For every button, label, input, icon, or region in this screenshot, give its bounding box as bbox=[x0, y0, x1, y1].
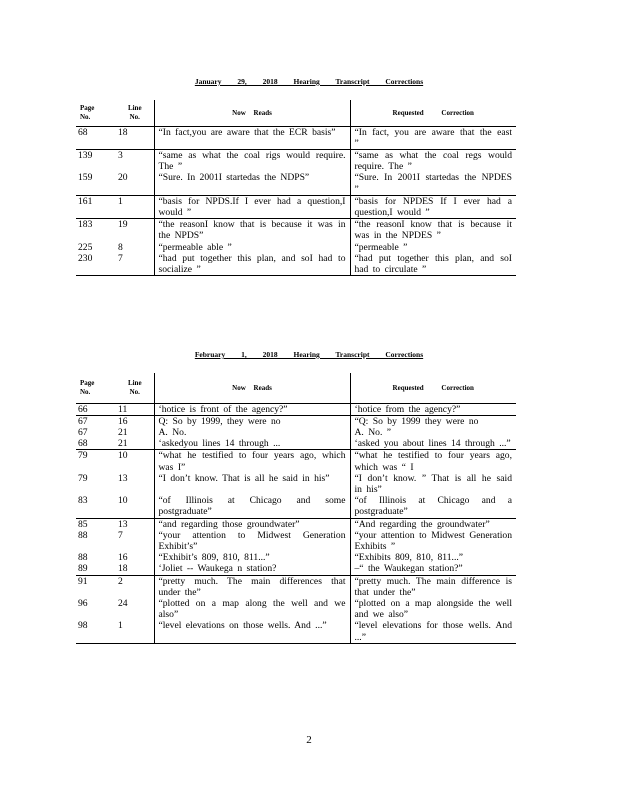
now-reads-cell: “and regarding those groundwater” bbox=[154, 518, 350, 530]
now-reads-cell: “what he testified to four years ago, which was I” bbox=[154, 450, 350, 473]
now-reads-cell: ‘hotice is front of the agency?” bbox=[154, 403, 350, 415]
table-row bbox=[76, 575, 516, 598]
page-no-cell: 79 bbox=[76, 450, 116, 473]
requested-correction-cell: “Exhibits 809, 810, 811...” bbox=[354, 552, 464, 564]
now-reads-cell: A. No. bbox=[154, 427, 350, 438]
page-no-cell: 230 bbox=[76, 253, 116, 276]
table-row bbox=[76, 518, 516, 530]
now-reads-header: Now Reads bbox=[154, 373, 350, 403]
line-no-cell: 18 bbox=[116, 126, 154, 149]
now-reads-cell: “pretty much. The main differences that under the” bbox=[154, 575, 350, 598]
now-reads-cell: “In fact,you are aware that the ECR basis” bbox=[154, 126, 350, 149]
requested-correction-cell: “what he testified to four years ago, which was “ I bbox=[350, 450, 516, 473]
requested-correction-cell: “the reasonI know that is because it was in the NPDES ” bbox=[354, 219, 512, 242]
table-row bbox=[76, 427, 516, 438]
page-no-cell: 68 bbox=[76, 438, 116, 450]
line-no-cell: 24 bbox=[118, 597, 128, 609]
requested-correction-cell: “permeable ” bbox=[354, 241, 408, 253]
page-no-header: Page No. bbox=[80, 378, 95, 396]
now-reads-cell: “your attention to Midwest Generation Exhibit’s” bbox=[154, 530, 350, 552]
line-no-cell: 20 bbox=[116, 172, 154, 195]
requested-correction-header: Requested Correction bbox=[392, 108, 474, 117]
table-row bbox=[76, 172, 516, 195]
line-no-cell: 16 bbox=[118, 415, 128, 427]
line-no-cell: 13 bbox=[118, 472, 128, 484]
table-row bbox=[76, 403, 516, 415]
now-reads-cell: Q: So by 1999, they were no bbox=[154, 415, 350, 427]
page-no-cell: 66 bbox=[76, 403, 116, 415]
table-row bbox=[76, 563, 516, 575]
now-reads-cell: ‘askedyou lines 14 through ... bbox=[154, 438, 350, 450]
now-reads-cell: ‘Joliet -- Waukega n station? bbox=[154, 563, 350, 575]
table-row bbox=[76, 495, 516, 518]
page-no-cell: 98 bbox=[76, 620, 116, 643]
requested-correction-cell: “Sure. In 2001I startedas the NPDES ” bbox=[350, 172, 516, 195]
page-no-cell: 83 bbox=[76, 495, 116, 518]
requested-correction-cell: “And regarding the groundwater” bbox=[350, 518, 516, 530]
page-no-cell: 139 bbox=[78, 149, 93, 161]
line-no-cell: 7 bbox=[118, 529, 123, 541]
line-no-header: Line No. bbox=[127, 103, 142, 121]
page-no-cell: 68 bbox=[76, 126, 116, 149]
now-reads-cell: “same as what the coal rigs would require. The ” bbox=[154, 149, 350, 172]
now-reads-cell: “plotted on a map along the well and we also” bbox=[154, 598, 350, 620]
line-no-cell: 8 bbox=[118, 241, 123, 253]
requested-correction-cell: “same as what the coal regs would require. The ” bbox=[354, 149, 512, 173]
table-row bbox=[76, 598, 516, 620]
page-number: 2 bbox=[306, 734, 312, 746]
page-no-cell: 96 bbox=[78, 597, 88, 609]
line-no-cell: 19 bbox=[118, 219, 128, 231]
table-row bbox=[76, 473, 516, 495]
now-reads-cell: “had put together this plan, and soI had to socialize ” bbox=[154, 253, 350, 276]
table-row bbox=[76, 415, 516, 427]
requested-correction-cell: “plotted on a map alongside the well and we also” bbox=[354, 597, 512, 621]
requested-correction-header: Requested Correction bbox=[392, 383, 474, 392]
page-no-header: Page No. bbox=[80, 103, 95, 121]
table-row bbox=[76, 242, 516, 253]
page-no-cell: 89 bbox=[76, 563, 116, 575]
page-no-cell: 88 bbox=[78, 552, 88, 564]
table-row bbox=[76, 149, 516, 172]
requested-correction-cell: –“ the Waukegan station?” bbox=[350, 563, 516, 575]
now-reads-cell: “level elevations on those wells. And ...” bbox=[154, 620, 350, 643]
table-row bbox=[76, 552, 516, 563]
requested-correction-cell: “level elevations for those wells. And ...” bbox=[350, 620, 516, 643]
page-no-cell: 161 bbox=[76, 195, 116, 218]
line-no-cell: 18 bbox=[116, 563, 154, 575]
requested-correction-cell: “In fact, you are aware that the east ” bbox=[350, 126, 516, 149]
line-no-cell: 16 bbox=[118, 552, 128, 564]
table-row bbox=[76, 253, 516, 276]
now-reads-cell: “Sure. In 2001I startedas the NDPS” bbox=[154, 172, 350, 195]
table-row bbox=[76, 438, 516, 450]
line-no-cell: 13 bbox=[116, 518, 154, 530]
line-no-cell: 7 bbox=[116, 253, 154, 276]
feb-title: February 1, 2018 Hearing Transcript Corrections bbox=[194, 350, 424, 359]
table-row bbox=[76, 195, 516, 218]
page-no-cell: 159 bbox=[76, 172, 116, 195]
table-row bbox=[76, 620, 516, 643]
table-row bbox=[76, 450, 516, 473]
page-no-cell: 225 bbox=[78, 241, 93, 253]
line-no-cell: 10 bbox=[116, 495, 154, 518]
now-reads-cell: “the reasonI know that is because it was in the NPDS” bbox=[154, 219, 350, 242]
line-no-cell: 21 bbox=[116, 438, 154, 450]
page-no-cell: 91 bbox=[78, 575, 88, 587]
line-no-cell: 21 bbox=[118, 426, 128, 438]
requested-correction-cell: “Q: So by 1999 they were no bbox=[354, 415, 479, 427]
page-no-cell: 85 bbox=[76, 518, 116, 530]
now-reads-header: Now Reads bbox=[154, 100, 350, 126]
page-no-cell: 79 bbox=[78, 472, 88, 484]
line-no-cell: 11 bbox=[116, 403, 154, 415]
requested-correction-cell: “of Illinois at Chicago and a postgraduate” bbox=[350, 495, 516, 518]
jan-corrections-table bbox=[76, 100, 516, 276]
line-no-cell: 3 bbox=[118, 149, 123, 161]
requested-correction-cell: “basis for NPDES If I ever had a question,I would ” bbox=[350, 195, 516, 218]
jan-title: January 29, 2018 Hearing Transcript Corrections bbox=[194, 77, 424, 86]
requested-correction-cell: “your attention to Midwest Generation Exhibits ” bbox=[354, 529, 512, 552]
requested-correction-cell: “I don’t know. ” That is all he said in his” bbox=[354, 472, 512, 495]
feb-corrections-table bbox=[76, 373, 516, 644]
line-no-header: Line No. bbox=[127, 378, 142, 396]
now-reads-cell: “permeable able ” bbox=[154, 242, 350, 253]
line-no-cell: 1 bbox=[116, 620, 154, 643]
page-no-cell: 67 bbox=[78, 415, 88, 427]
requested-correction-cell: “pretty much. The main difference is that under the” bbox=[354, 575, 512, 598]
table-row bbox=[76, 219, 516, 242]
page-no-cell: 67 bbox=[78, 426, 88, 438]
line-no-cell: 2 bbox=[118, 575, 123, 587]
requested-correction-cell: “had put together this plan, and soI had to circulate ” bbox=[350, 253, 516, 276]
now-reads-cell: “of Illinois at Chicago and some postgraduate” bbox=[154, 495, 350, 518]
now-reads-cell: “basis for NPDS.If I ever had a question,I would ” bbox=[154, 195, 350, 218]
line-no-cell: 10 bbox=[116, 450, 154, 473]
now-reads-cell: “I don’t know. That is all he said in his” bbox=[154, 473, 350, 495]
table-row bbox=[76, 126, 516, 149]
table-row bbox=[76, 530, 516, 552]
page-no-cell: 183 bbox=[78, 219, 93, 231]
requested-correction-cell: ‘asked you about lines 14 through ...” bbox=[350, 438, 516, 450]
page-no-cell: 88 bbox=[78, 529, 88, 541]
line-no-cell: 1 bbox=[116, 195, 154, 218]
requested-correction-cell: ‘hotice from the agency?” bbox=[350, 403, 516, 415]
requested-correction-cell: A. No. ” bbox=[354, 426, 392, 438]
now-reads-cell: “Exhibit’s 809, 810, 811...” bbox=[154, 552, 350, 563]
